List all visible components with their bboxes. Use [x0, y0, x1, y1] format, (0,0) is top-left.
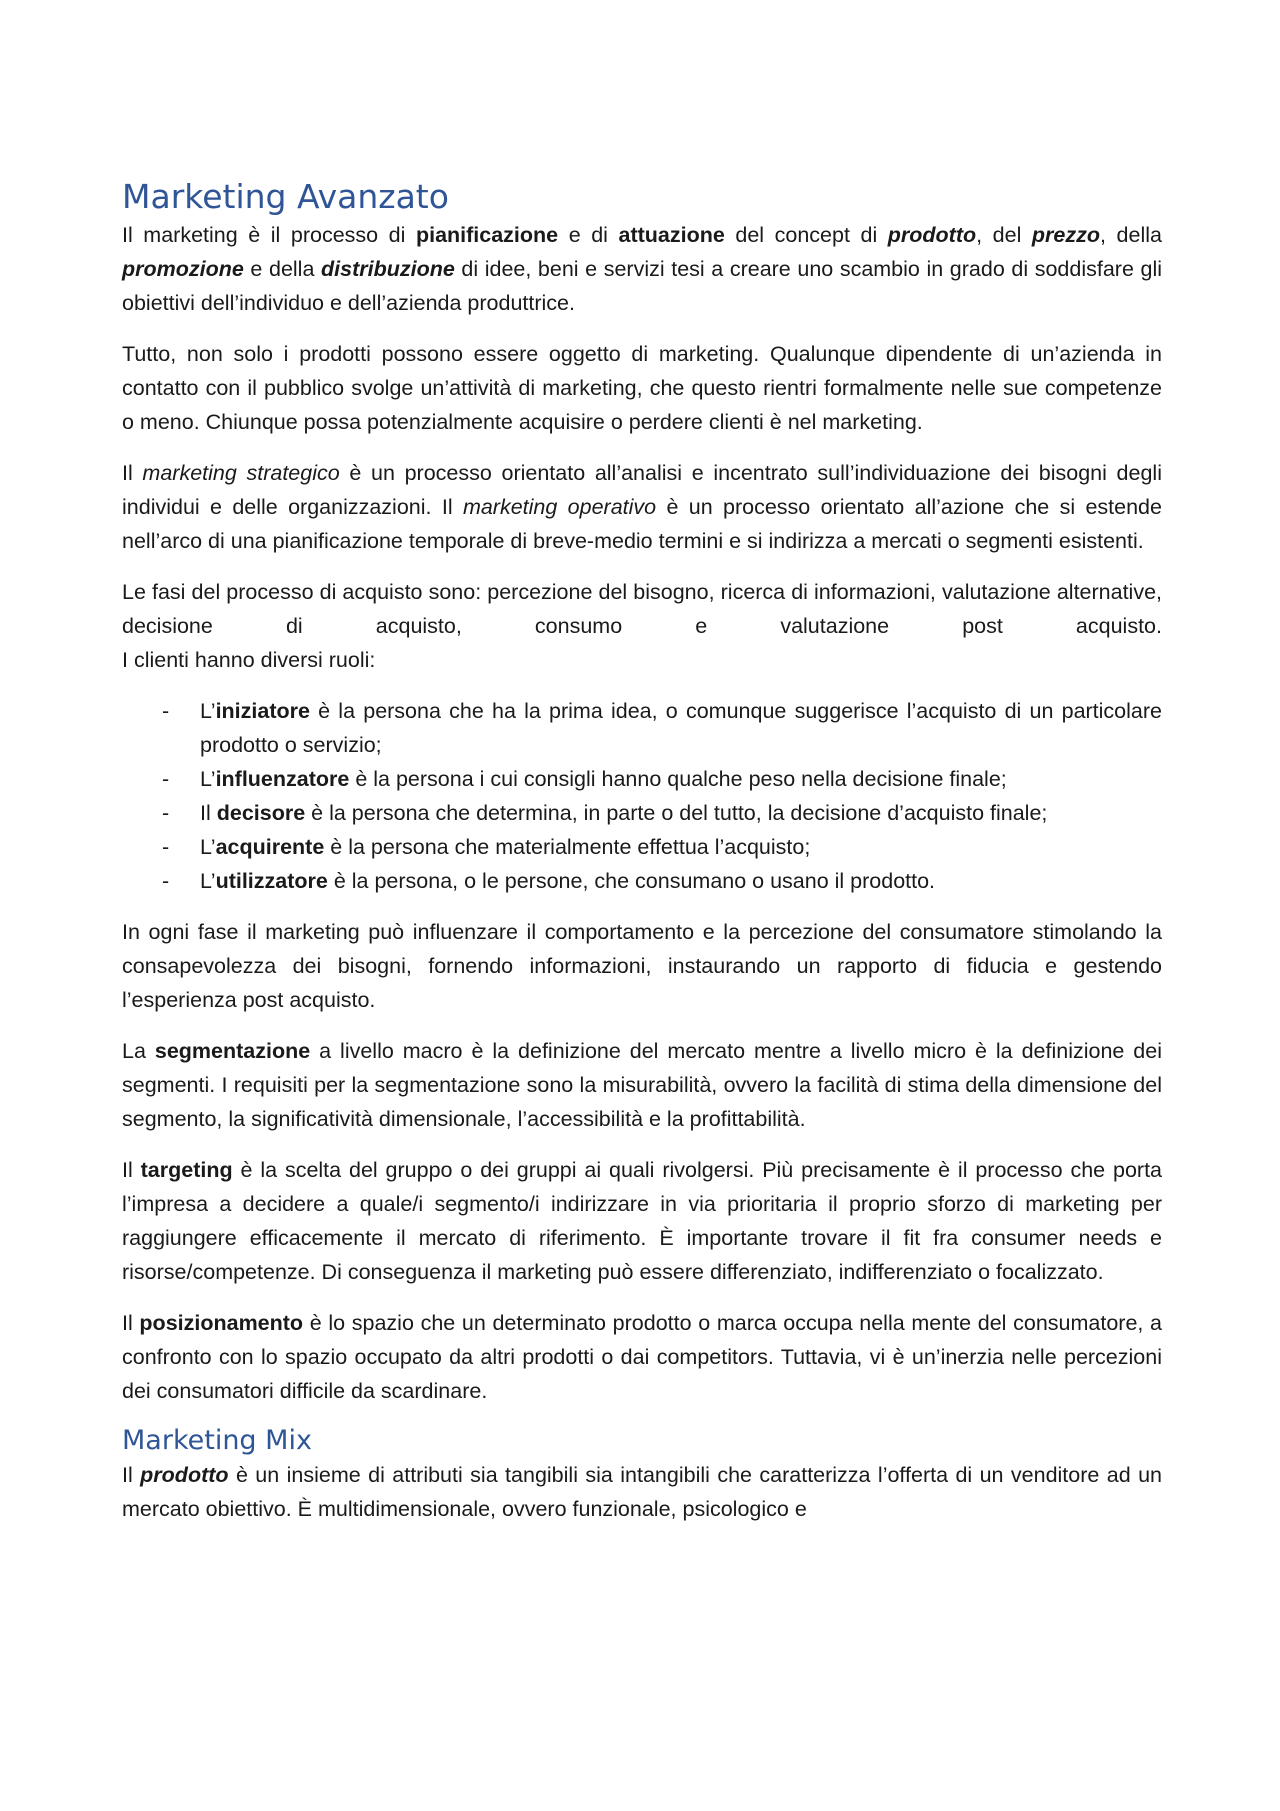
client-roles-list [122, 694, 1162, 898]
emphasized-term: marketing strategico [142, 460, 340, 485]
emphasized-term: promozione [122, 256, 244, 281]
emphasized-term: prodotto [140, 1462, 229, 1487]
paragraph-product: Il prodotto è un insieme di attributi sia tangibili sia intangibili che caratterizza l’offerta di un venditore ad un mercato obiettivo. È multidimensionale, ovvero funzionale, psicologico e [122, 1462, 1162, 1521]
emphasized-term: influenzatore [215, 766, 350, 791]
list-item: - L’acquirente è la persona che materialmente effettua l’acquisto; [122, 830, 1162, 864]
paragraph-strategic-operative: Il marketing strategico è un processo orientato all’analisi e incentrato sull’individuazione dei bisogni degli individui e delle organizzazioni. Il marketing operativo è un processo orientato all’azione che si estende nell’arco di una pianificazione temporale di breve-medio termini e si indirizza a mercati o segmenti esistenti. [122, 460, 1162, 553]
list-item: - Il decisore è la persona che determina, in parte o del tutto, la decisione d’acquisto finale; [122, 796, 1162, 830]
paragraph-purchase-phases [122, 575, 1162, 677]
paragraph-targeting: Il targeting è la scelta del gruppo o dei gruppi ai quali rivolgersi. Più precisamente è il processo che porta l’impresa a decidere a quale/i segmento/i indirizzare in via prioritaria il proprio sforzo di marketing per raggiungere efficacemente il mercato di riferimento. È importante trovare il fit fra consumer needs e risorse/competenze. Di conseguenza il marketing può essere differenziato, indifferenziato o focalizzato. [122, 1157, 1163, 1284]
emphasized-term: prezzo [1031, 222, 1101, 247]
emphasized-term: pianificazione [415, 222, 559, 247]
client-roles-intro: I clienti hanno diversi ruoli: [122, 647, 376, 672]
emphasized-term: acquirente [215, 834, 325, 859]
section-heading-marketing-mix: Marketing Mix [122, 1424, 312, 1456]
emphasized-term: decisore [216, 800, 306, 825]
list-item: - L’influenzatore è la persona i cui consigli hanno qualche peso nella decisione finale; [122, 762, 1162, 796]
emphasized-term: distribuzione [321, 256, 455, 281]
emphasized-term: attuazione [618, 222, 725, 247]
document-page [122, 178, 1162, 1543]
emphasized-term: marketing operativo [462, 494, 657, 519]
list-item: - L’utilizzatore è la persona, o le persone, che consumano o usano il prodotto. [122, 864, 1162, 898]
purchase-phases-text: Le fasi del processo di acquisto sono: percezione del bisogno, ricerca di informazioni, valutazione alternative, decisione di acquisto, consumo e valutazione post acquisto. [122, 579, 1162, 638]
paragraph-everyone-marketing: Tutto, non solo i prodotti possono essere oggetto di marketing. Qualunque dipendente di un’azienda in contatto con il pubblico svolge un’attività di marketing, che questo rientri formalmente nelle sue competenze o meno. Chiunque possa potenzialmente acquisire o perdere clienti è nel marketing. [122, 341, 1162, 434]
paragraph-marketing-influence: In ogni fase il marketing può influenzare il comportamento e la percezione del consumatore stimolando la consapevolezza dei bisogni, fornendo informazioni, instaurando un rapporto di fiducia e gestendo l’esperienza post acquisto. [122, 919, 1162, 1012]
paragraph-marketing-definition: Il marketing è il processo di pianificazione e di attuazione del concept di prodotto, del prezzo, della promozione e della distribuzione di idee, beni e servizi tesi a creare uno scambio in grado di soddisfare gli obiettivi dell’individuo e dell’azienda produttrice. [122, 222, 1162, 315]
emphasized-term: iniziatore [215, 698, 310, 723]
emphasized-term: posizionamento [139, 1310, 304, 1335]
list-item: - L’iniziatore è la persona che ha la prima idea, o comunque suggerisce l’acquisto di un particolare prodotto o servizio; [122, 694, 1162, 762]
emphasized-term: targeting [140, 1157, 233, 1182]
paragraph-segmentation: La segmentazione a livello macro è la definizione del mercato mentre a livello micro è la definizione dei segmenti. I requisiti per la segmentazione sono la misurabilità, ovvero la facilità di stima della dimensione del segmento, la significatività dimensionale, l’accessibilità e la profittabilità. [122, 1038, 1163, 1131]
emphasized-term: segmentazione [154, 1038, 311, 1063]
document-title: Marketing Avanzato [122, 177, 449, 216]
emphasized-term: prodotto [887, 222, 977, 247]
emphasized-term: utilizzatore [215, 868, 328, 893]
paragraph-positioning: Il posizionamento è lo spazio che un determinato prodotto o marca occupa nella mente del consumatore, a confronto con lo spazio occupato da altri prodotti o dai competitors. Tuttavia, vi è un’inerzia nelle percezioni dei consumatori difficile da scardinare. [122, 1310, 1162, 1403]
